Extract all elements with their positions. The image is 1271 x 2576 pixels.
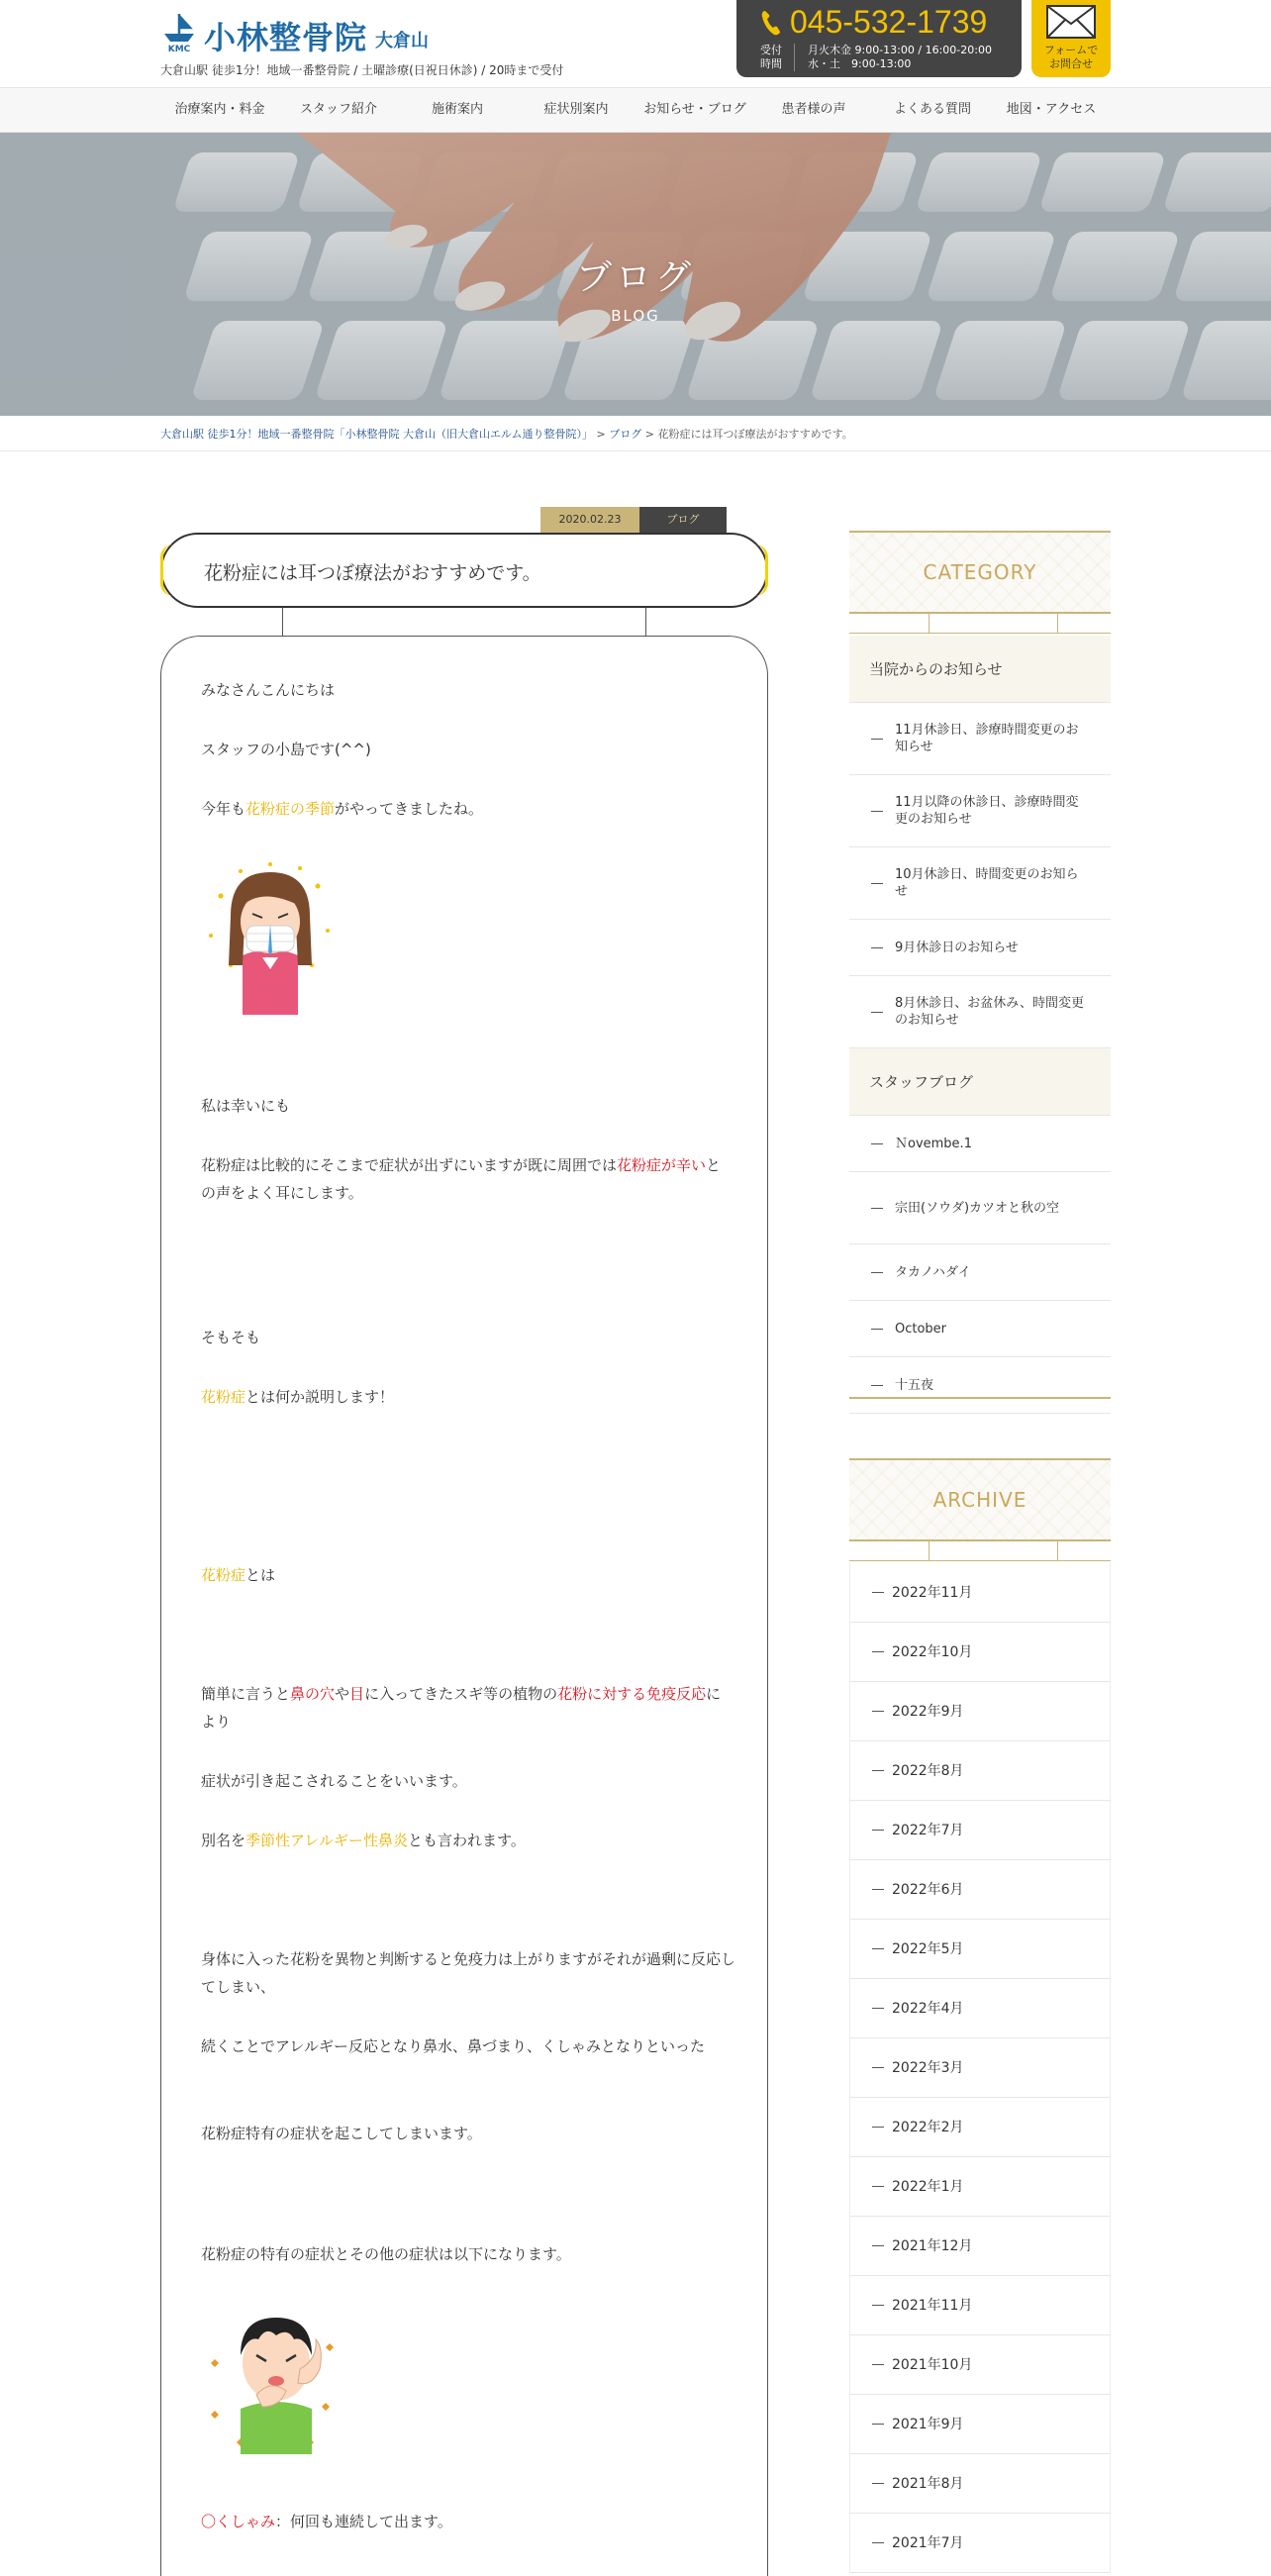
- text-span: 簡単に言うと: [201, 1685, 291, 1703]
- breadcrumb: [160, 426, 853, 442]
- category-post-link[interactable]: 十五夜: [849, 1357, 1111, 1414]
- hours-text: [808, 44, 992, 72]
- post-paragraph: [201, 1561, 735, 1589]
- archive-month-link[interactable]: 2022年3月: [849, 2038, 1111, 2098]
- global-nav-list: [160, 88, 1111, 132]
- post-paragraph: 花粉症の特有の症状とその他の症状は以下になります。: [201, 2245, 571, 2263]
- text-span: がやってきましたね。: [335, 800, 484, 818]
- post-paragraph: そもそも: [201, 1329, 261, 1346]
- archive-month-link[interactable]: 2021年8月: [849, 2454, 1111, 2514]
- phone-contact-box[interactable]: [736, 0, 1022, 77]
- hours-divider: [794, 44, 795, 71]
- hay-fever-girl-illustration: [201, 856, 340, 1015]
- highlight-span: 鼻の穴: [290, 1685, 336, 1703]
- nav-item[interactable]: お知らせ・ブログ: [643, 102, 746, 117]
- logo-name: 小林整骨院: [204, 19, 368, 56]
- divider-tick: [1057, 614, 1058, 634]
- page-subtitle: BLOG: [611, 307, 660, 325]
- post-paragraph: [201, 1827, 735, 1854]
- highlight-span: 花粉症: [201, 1566, 246, 1584]
- breadcrumb-sep: >: [641, 428, 658, 441]
- nav-item[interactable]: 症状別案内: [543, 102, 609, 117]
- highlight-span: 花粉症が辛い: [617, 1156, 707, 1174]
- archive-month-link[interactable]: 2021年10月: [849, 2335, 1111, 2395]
- hours-weekday: 月火木金 9:00-13:00 / 16:00-20:00: [808, 44, 992, 56]
- archive-month-link[interactable]: 2021年11月: [849, 2276, 1111, 2335]
- nav-item[interactable]: 治療案内・料金: [174, 102, 265, 117]
- phone-number-text: 045-532-1739: [790, 4, 988, 40]
- post-paragraph: 花粉症特有の症状を起こしてしまいます。: [201, 2125, 482, 2142]
- archive-month-link[interactable]: 2022年10月: [849, 1623, 1111, 1682]
- divider-tick: [1057, 1541, 1058, 1561]
- category-post-link[interactable]: 11月以降の休診日、診療時間変更のお知らせ: [849, 775, 1111, 847]
- post-title-box: [160, 533, 768, 608]
- breadcrumb-home[interactable]: 大倉山駅 徒歩1分！地域一番整骨院「小林整骨院 大倉山（旧大倉山エルム通り整骨院）」: [160, 428, 594, 441]
- post-paragraph: 続くことでアレルギー反応となり鼻水、鼻づまり、くしゃみとなりといった: [201, 2037, 706, 2055]
- phone-number[interactable]: [760, 4, 987, 41]
- highlight-span: 〇くしゃみ: [201, 2513, 276, 2530]
- text-span: に入ってきたスギ等の植物の: [364, 1685, 558, 1703]
- site-tagline: 大倉山駅 徒歩1分！地域一番整骨院 / 土曜診療(日祝日休診) / 20時まで受付: [160, 63, 564, 77]
- category-post-link[interactable]: Ｎovembe.1: [849, 1116, 1111, 1172]
- mail-icon: [1045, 4, 1097, 40]
- post-paragraph: 症状が引き起こされることをいいます。: [201, 1772, 467, 1790]
- archive-month-link[interactable]: 2022年6月: [849, 1860, 1111, 1920]
- post-paragraph: [201, 795, 735, 823]
- breadcrumb-divider: [0, 450, 1271, 451]
- page-title: ブログ: [575, 257, 695, 298]
- archive-month-link[interactable]: 2021年12月: [849, 2217, 1111, 2276]
- category-group[interactable]: スタッフブログ: [849, 1048, 1111, 1116]
- hours-label: 受付 時間: [760, 44, 782, 71]
- archive-month-link[interactable]: 2022年4月: [849, 1979, 1111, 2038]
- highlight-span: 花粉症: [201, 1388, 246, 1406]
- breadcrumb-blog[interactable]: ブログ: [609, 428, 642, 441]
- archive-widget-header: [849, 1458, 1111, 1541]
- archive-month-link[interactable]: 2021年7月: [849, 2514, 1111, 2573]
- hero-banner: [0, 133, 1271, 416]
- archive-month-link[interactable]: 2021年9月: [849, 2395, 1111, 2454]
- category-post-link[interactable]: タカノハダイ: [849, 1244, 1111, 1301]
- breadcrumb-sep: >: [593, 428, 610, 441]
- mail-line2: お問合せ: [1049, 57, 1093, 71]
- category-widget-header: [849, 531, 1111, 614]
- post-paragraph: 私は幸いにも: [201, 1097, 291, 1115]
- post-category[interactable]: ブログ: [639, 507, 727, 533]
- category-post-link[interactable]: 8月休診日、お盆休み、時間変更のお知らせ: [849, 976, 1111, 1048]
- post-paragraph: みなさんこんにちは: [201, 681, 336, 699]
- highlight-span: 花粉に対する免疫反応: [557, 1685, 707, 1703]
- archive-month-link[interactable]: 2022年1月: [849, 2157, 1111, 2217]
- archive-widget-header-divider: [849, 1541, 1111, 1561]
- post-title: 花粉症には耳つぼ療法がおすすめです。: [204, 562, 541, 584]
- global-nav: [0, 87, 1271, 133]
- text-span: とは: [245, 1566, 276, 1584]
- highlight-span: 目: [349, 1685, 365, 1703]
- logo-subname: 大倉山: [375, 30, 430, 51]
- nav-item[interactable]: 患者様の声: [781, 102, 846, 117]
- archive-month-link[interactable]: 2022年5月: [849, 1920, 1111, 1979]
- post-paragraph: [201, 1680, 735, 1735]
- text-span: 別名を: [201, 1832, 246, 1849]
- archive-month-link[interactable]: 2022年2月: [849, 2098, 1111, 2157]
- post-paragraph: [201, 1383, 735, 1411]
- contact-form-label: [1031, 44, 1111, 72]
- ship-logo-icon: [160, 12, 198, 53]
- text-span: 今年も: [201, 800, 246, 818]
- mail-line1: フォームで: [1043, 44, 1099, 56]
- highlight-span: 季節性アレルギー性鼻炎: [245, 1832, 409, 1849]
- archive-month-link[interactable]: 2022年8月: [849, 1741, 1111, 1801]
- text-span: とも言われます。: [408, 1832, 526, 1849]
- text-span: ：何回も連続して出ます。: [275, 2513, 452, 2530]
- post-paragraph: スタッフの小島です(^^): [201, 741, 371, 758]
- nav-item[interactable]: 地図・アクセス: [1006, 102, 1097, 117]
- title-connector-right: [645, 608, 646, 636]
- category-widget-bottom: [849, 1397, 1111, 1399]
- category-widget-header-divider: [849, 614, 1111, 634]
- archive-month-link[interactable]: 2022年7月: [849, 1801, 1111, 1860]
- archive-widget-header-title: ARCHIVE: [932, 1488, 1027, 1512]
- category-post-link[interactable]: 9月休診日のお知らせ: [849, 920, 1111, 976]
- breadcrumb-current: 花粉症には耳つぼ療法がおすすめです。: [657, 428, 853, 441]
- contact-form-button[interactable]: [1031, 0, 1111, 77]
- post-paragraph: [201, 1151, 735, 1207]
- sneezing-boy-illustration: [201, 2300, 349, 2458]
- text-span: や: [335, 1685, 350, 1703]
- text-span: とは何か説明します！: [245, 1388, 395, 1406]
- logo-mark-text: KMC: [167, 45, 191, 54]
- text-span: により: [201, 1685, 722, 1731]
- nav-item[interactable]: スタッフ紹介: [299, 102, 377, 117]
- site-header: [0, 0, 1271, 87]
- text-span: との声をよく耳にします。: [201, 1156, 722, 1202]
- highlight-span: 花粉症の季節: [245, 800, 336, 818]
- category-post-link[interactable]: 宗田(ソウダ)カツオと秋の空: [849, 1172, 1111, 1244]
- category-widget-header-title: CATEGORY: [923, 560, 1037, 584]
- category-post-link[interactable]: October: [849, 1301, 1111, 1357]
- nav-item[interactable]: 施術案内: [431, 102, 483, 117]
- post-date: 2020.02.23: [540, 507, 639, 533]
- title-connector-left: [282, 608, 283, 636]
- archive-month-link[interactable]: 2022年11月: [849, 1563, 1111, 1623]
- category-post-link[interactable]: 10月休診日、時間変更のお知らせ: [849, 847, 1111, 920]
- hours-saturday: 水・土 9:00-13:00: [808, 57, 912, 71]
- post-paragraph: [201, 2508, 735, 2535]
- post-body: [160, 636, 768, 2576]
- archive-month-link[interactable]: 2022年9月: [849, 1682, 1111, 1741]
- nav-item[interactable]: よくある質問: [893, 102, 971, 117]
- site-logo[interactable]: [160, 12, 430, 56]
- category-group[interactable]: 当院からのお知らせ: [849, 636, 1111, 703]
- phone-icon: [760, 9, 782, 37]
- text-span: 花粉症は比較的にそこまで症状が出ずにいますが既に周囲では: [201, 1156, 618, 1174]
- category-post-link[interactable]: 11月休診日、診療時間変更のお知らせ: [849, 703, 1111, 775]
- post-paragraph: 身体に入った花粉を異物と判断すると免疫力は上がりますがそれが過剰に反応してしまい、: [201, 1950, 736, 1996]
